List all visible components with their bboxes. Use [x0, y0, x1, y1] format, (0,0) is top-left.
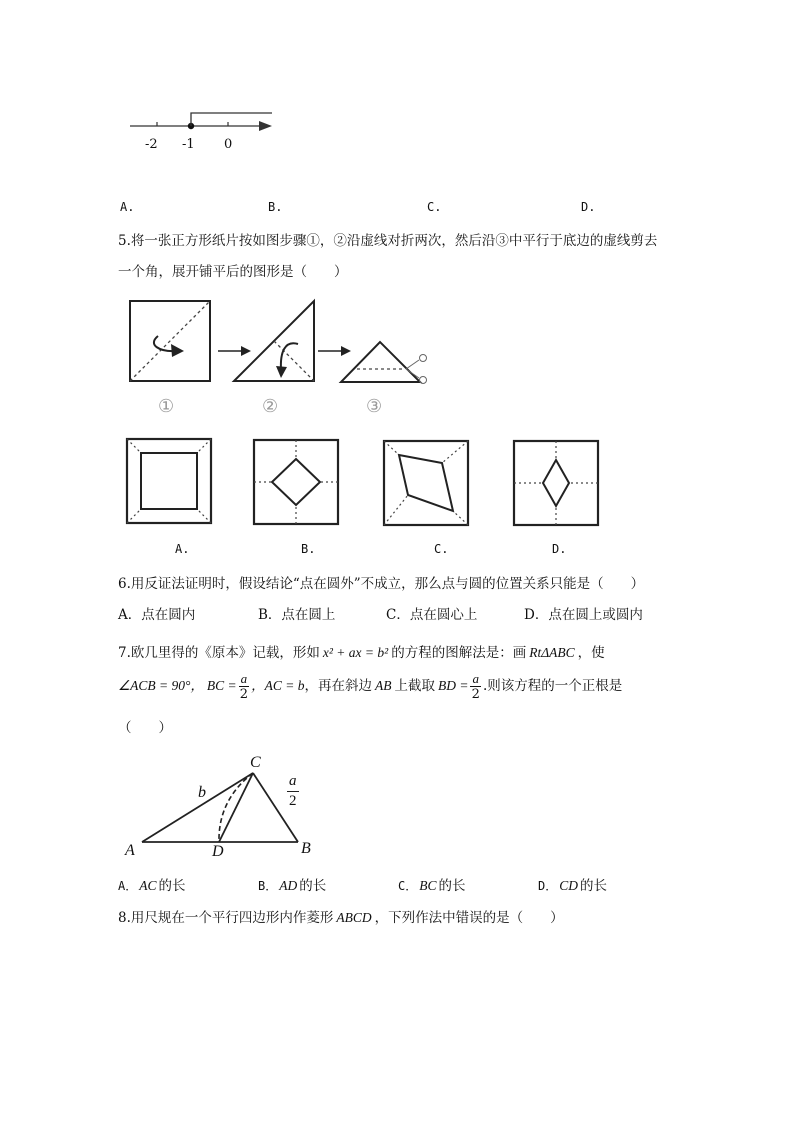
q8-question [118, 906, 564, 926]
q5-option-b[interactable]: B. [301, 542, 316, 556]
side-a-label: a [287, 774, 299, 792]
q7-bc: BC = [206, 678, 237, 693]
vertex-c-label: C [250, 754, 261, 771]
q5-question-line2: 一个角，展开铺平后的图形是（ ） [118, 264, 348, 280]
q7-option-d-seg: CD [559, 878, 578, 893]
q7-line1-text-a: 7.欧几里得的《原本》记载，形如 [118, 645, 320, 661]
vertex-a-label: A [125, 842, 135, 859]
q7-question-line3: （ ） [118, 720, 172, 736]
q7-option-b[interactable] [258, 874, 326, 894]
q7-option-b-seg: AD [279, 878, 298, 893]
vertex-b-label: B [301, 840, 311, 857]
q4-option-d[interactable]: D. [581, 200, 596, 214]
side-two-label: 2 [289, 793, 297, 809]
q7-line1-text-b: 的方程的图解法是：画 [391, 645, 527, 661]
q7-line1-text-c: ，使 [577, 645, 605, 661]
q6-option-d[interactable]: D．点在圆上或圆内 [524, 607, 643, 623]
frac-den: 2 [471, 687, 480, 702]
frac-den: 2 [239, 687, 248, 702]
step-label-3: ③ [366, 396, 383, 417]
q7-option-b-letter: B． [258, 879, 278, 893]
q7-option-c-letter: C． [398, 879, 418, 893]
q8-seg: ABCD [336, 910, 372, 925]
frac-num: a [472, 671, 479, 686]
q5-question-line1: 5.将一张正方形纸片按如图步骤①，②沿虚线对折两次，然后沿③中平行于底边的虚线剪去 [118, 233, 658, 249]
q7-line2-mid: ，再在斜边 [304, 678, 372, 694]
q6-option-a[interactable]: A．点在圆内 [118, 607, 196, 623]
q6-option-b[interactable]: B．点在圆上 [258, 607, 336, 623]
q7-option-d[interactable] [538, 874, 607, 894]
q4-option-b[interactable]: B. [268, 200, 283, 214]
side-bc-fraction [287, 774, 299, 809]
q4-option-c[interactable]: C. [427, 200, 442, 214]
q7-option-d-suffix: 的长 [580, 878, 607, 894]
q7-bd: BD = [437, 678, 469, 693]
q5-option-d[interactable]: D. [552, 542, 567, 556]
q7-option-b-suffix: 的长 [299, 878, 327, 894]
q6-question: 6.用反证法证明时，假设结论“点在圆外”不成立，那么点与圆的位置关系只能是（ ） [118, 576, 645, 592]
q8-text-b: ，下列作法中错误的是（ ） [374, 910, 564, 926]
tick-label-0: 0 [224, 137, 233, 152]
q7-option-d-letter: D． [538, 879, 558, 893]
q7-line2-mid2: 上截取 [394, 678, 435, 694]
q7-option-a-seg: AC [139, 878, 157, 893]
q7-option-a-letter: A． [118, 879, 138, 893]
q7-ac: ，AC = b [251, 678, 305, 693]
step-label-2: ② [262, 396, 279, 417]
q7-option-c-seg: BC [419, 878, 437, 893]
q7-equation: x² + ax = b² [322, 645, 389, 660]
step-label-1: ① [158, 396, 175, 417]
q7-ab: AB [374, 678, 392, 693]
q7-option-c-suffix: 的长 [438, 878, 466, 894]
q4-option-a[interactable]: A. [120, 200, 135, 214]
frac-num: a [240, 671, 248, 686]
q7-triangle: RtΔABC [529, 645, 575, 660]
q5-option-a[interactable]: A. [175, 542, 190, 556]
q6-option-c[interactable]: C．点在圆心上 [386, 607, 478, 623]
q7-option-c[interactable] [398, 874, 466, 894]
vertex-d-label: D [212, 843, 224, 860]
side-b-label: b [198, 784, 206, 801]
q7-option-a-suffix: 的长 [158, 878, 186, 894]
q7-angle: ∠ACB = 90°， [118, 678, 204, 693]
q8-text-a: 8.用尺规在一个平行四边形内作菱形 [118, 910, 334, 926]
tick-label-neg2: -2 [145, 137, 158, 152]
q7-line2-end: .则该方程的一个正根是 [482, 678, 623, 694]
q5-option-c[interactable]: C. [434, 542, 449, 556]
q7-option-a[interactable] [118, 874, 186, 894]
tick-label-neg1: -1 [182, 137, 195, 152]
